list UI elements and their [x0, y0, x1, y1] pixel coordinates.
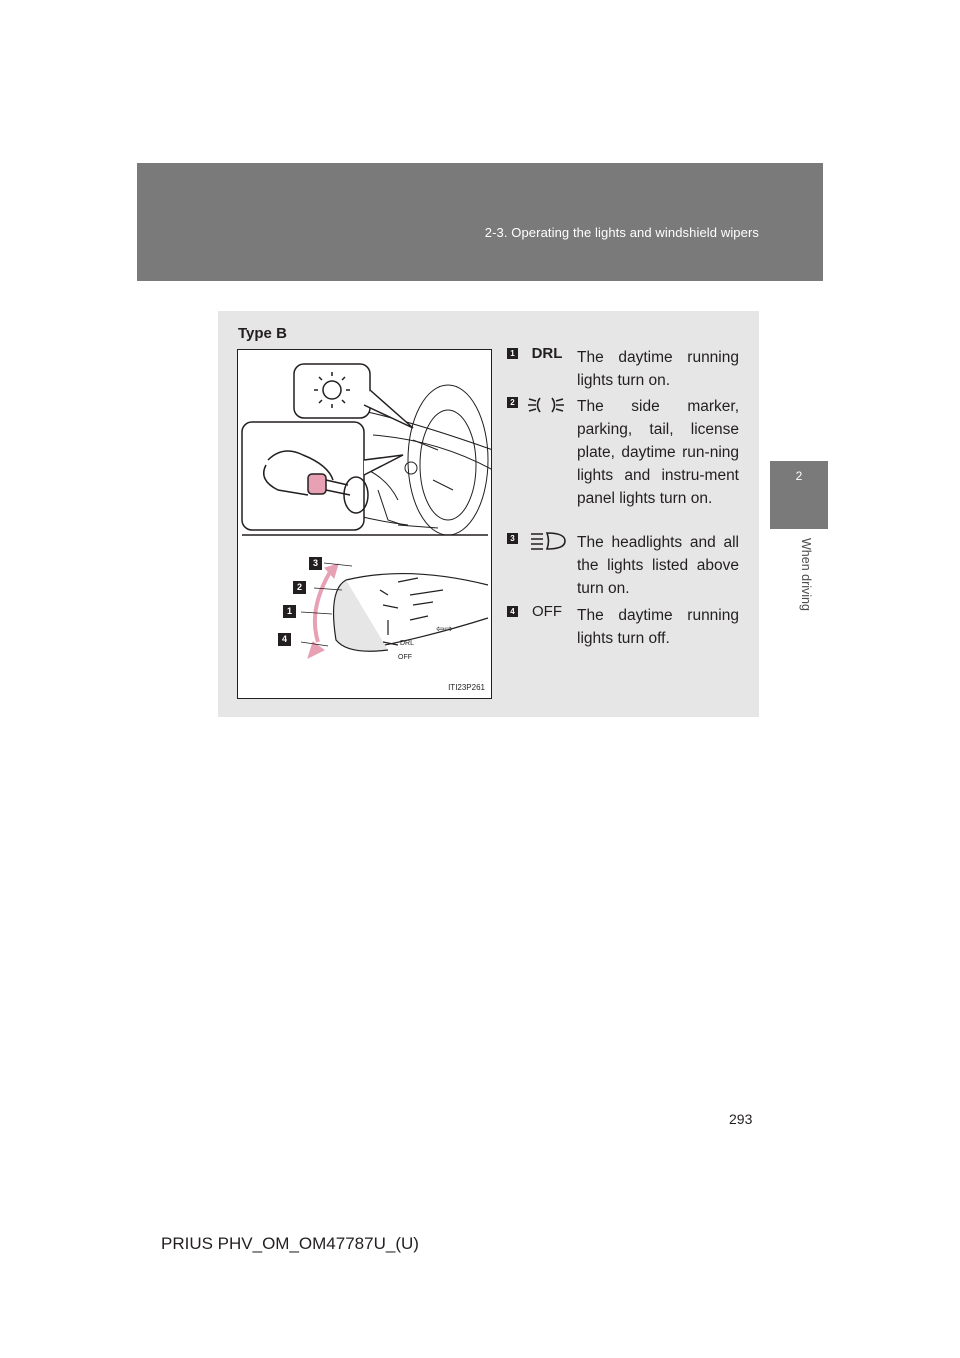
item-number: 1: [507, 348, 518, 359]
light-bulb-callout: [294, 364, 413, 428]
headlight-icon: [523, 530, 571, 552]
turn-signal-arrows-icon: ⇦⇨: [436, 624, 453, 635]
panel-title: Type B: [238, 325, 287, 342]
item-description: The headlights and all the lights listed above turn on.: [577, 534, 739, 597]
lever-switch-markings: [398, 624, 453, 661]
section-title: 2-3. Operating the lights and windshield wipers: [484, 225, 759, 240]
item-description: The daytime running lights turn on.: [577, 349, 739, 389]
switch-off-label: OFF: [398, 654, 412, 661]
chapter-label: When driving: [799, 538, 813, 611]
light-switch-figure: [237, 349, 492, 699]
item-description: The side marker, parking, tail, license plate, daytime run-ning lights and instru-ment panel lights turn on.: [577, 398, 739, 507]
chapter-tab: [770, 461, 828, 529]
page-number: 293: [729, 1111, 753, 1127]
item-number: 2: [507, 397, 518, 408]
item-number: 4: [507, 606, 518, 617]
hand-callout: [242, 422, 403, 530]
figure-code: ITI23P261: [448, 683, 485, 692]
type-b-panel: [218, 311, 759, 717]
drl-text-icon: DRL: [531, 345, 563, 362]
item-number: 3: [507, 533, 518, 544]
figure-marker-4: 4: [278, 633, 291, 646]
figure-marker-2: 2: [293, 581, 306, 594]
switch-drl-label: DRL: [400, 640, 415, 647]
figure-marker-1: 1: [283, 605, 296, 618]
item-description: The daytime running lights turn off.: [577, 607, 739, 647]
light-switch-illustration: [238, 350, 492, 699]
side-marker-light-icon: [523, 394, 571, 416]
header-bar: [137, 163, 823, 281]
manual-code: PRIUS PHV_OM_OM47787U_(U): [161, 1234, 419, 1253]
figure-marker-3: 3: [309, 557, 322, 570]
chapter-number: 2: [795, 469, 803, 483]
off-text-icon: OFF: [532, 603, 562, 620]
